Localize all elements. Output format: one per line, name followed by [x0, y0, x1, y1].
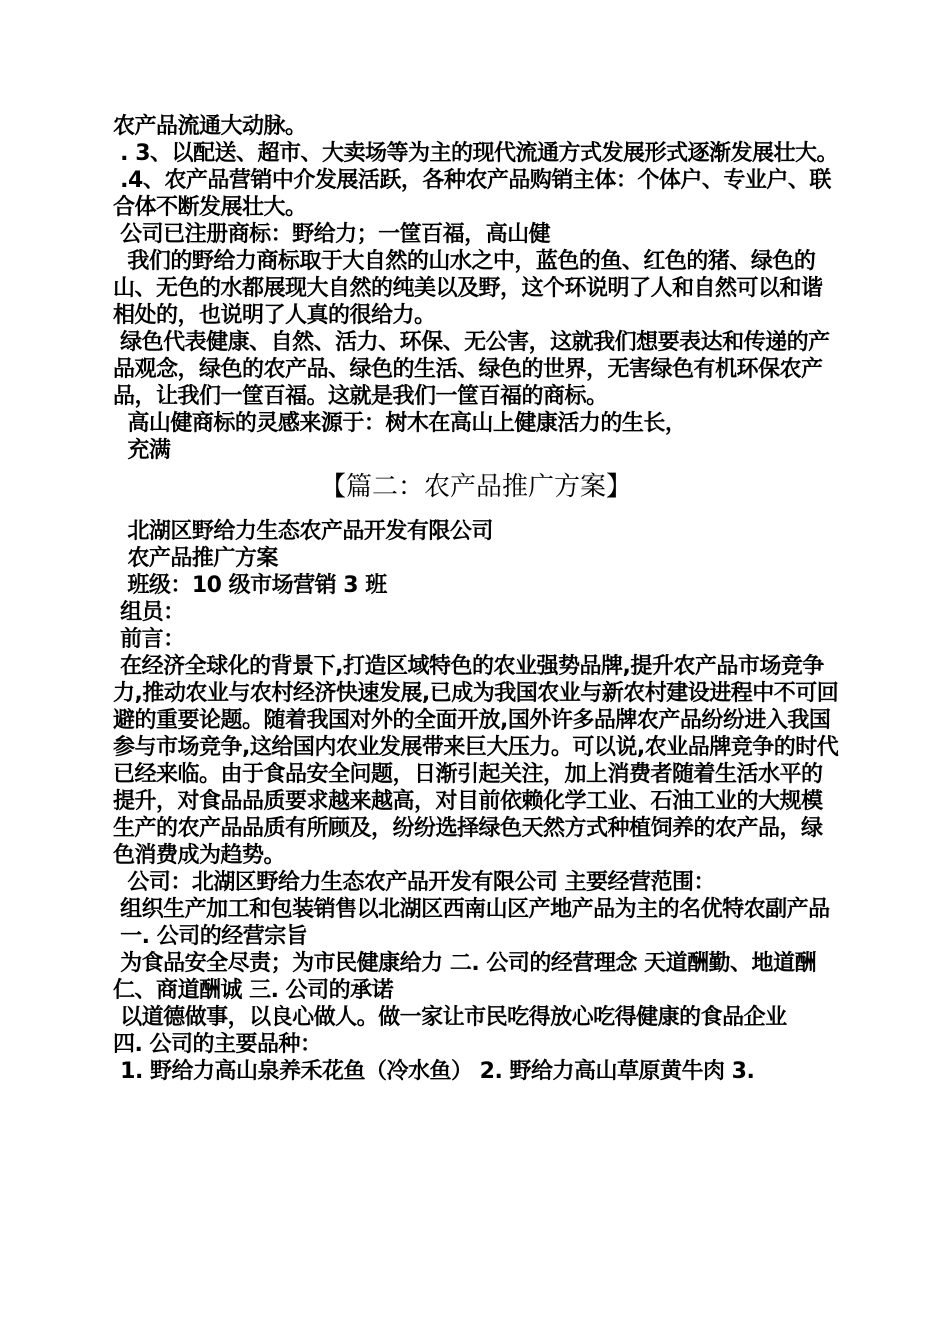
text-line: 高山健商标的灵感来源于：树木在高山上健康活力的生长，	[113, 411, 687, 436]
purpose-body: 为食品安全尽责；为市民健康给力 二. 公司的经营理念 天道酬勤、地道酬仁、商道酬诚 三. 公司的承诺	[113, 951, 817, 1003]
text-paragraph: 绿色代表健康、自然、活力、环保、无公害，这就我们想要表达和传递的产品观念，绿色的农产品、绿色的生活、绿色的世界，无害绿色有机环保农产品，让我们一筐百福。这就是我们一筐百福的商标。	[113, 330, 830, 409]
scope-body: 组织生产加工和包装销售以北湖区西南山区产地产品为主的名优特农副产品	[113, 897, 830, 922]
preface-heading: 前言：	[113, 627, 185, 652]
class-line: 班级：10 级市场营销 3 班	[113, 573, 387, 598]
products-body: 1. 野给力高山泉养禾花鱼（冷水鱼） 2. 野给力高山草原黄牛肉 3.	[113, 1059, 755, 1084]
text-paragraph: . 3、以配送、超市、大卖场等为主的现代流通方式发展形式逐渐发展壮大。	[113, 141, 838, 166]
text-paragraph: .4、农产品营销中介发展活跃，各种农产品购销主体：个体户、专业户、联合体不断发展壮大。	[113, 168, 831, 220]
trademark-line: 公司已注册商标：野给力；一筐百福，高山健	[113, 222, 551, 247]
text-line: 充满	[113, 438, 171, 463]
scope-heading: 公司：北湖区野给力生态农产品开发有限公司 主要经营范围：	[113, 870, 715, 895]
company-name: 北湖区野给力生态农产品开发有限公司	[113, 519, 493, 544]
text-line: 农产品流通大动脉。	[113, 114, 307, 139]
products-heading: 四. 公司的主要品种：	[113, 1032, 322, 1057]
purpose-heading: 一. 公司的经营宗旨	[113, 924, 308, 949]
preface-body: 在经济全球化的背景下,打造区域特色的农业强势品牌,提升农产品市场竞争力,推动农业与农村经济快速发展,已成为我国农业与新农村建设进程中不可回避的重要论题。随着我国对外的全面开放,国外许多品牌农产品纷纷进入我国参与市场竞争,这给国内农业发展带来巨大压力。可以说,农业品牌竞争的时代已经来临。由于食品安全问题，日渐引起关注，加上消费者随着生活水平的提升，对食品品质要求越来越高，对目前依赖化学工业、石油工业的大规模生产的农产品品质有所顾及，纷纷选择绿色天然方式种植饲养的农产品，绿色消费成为趋势。	[113, 654, 839, 868]
plan-title: 农产品推广方案	[113, 546, 278, 571]
promise-body: 以道德做事，以良心做人。做一家让市民吃得放心吃得健康的食品企业	[113, 1005, 787, 1030]
members-line: 组员：	[113, 600, 185, 625]
section-title: 【篇二：农产品推广方案】	[319, 472, 632, 502]
document-page	[113, 113, 839, 1085]
text-paragraph: 我们的野给力商标取于大自然的山水之中，蓝色的鱼、红色的猪、绿色的山、无色的水都展现大自然的纯美以及野，这个环说明了人和自然可以和谐相处的，也说明了人真的很给力。	[113, 249, 823, 328]
